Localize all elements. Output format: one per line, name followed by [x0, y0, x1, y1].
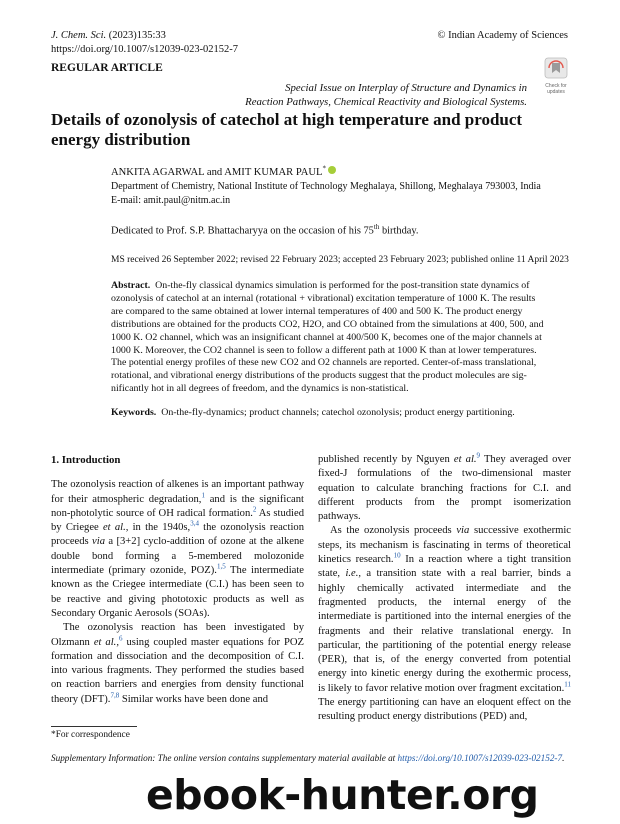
- dedication-text: Dedicated to Prof. S.P. Bhattacharyya on the occasion of his 75: [111, 225, 374, 237]
- citation-link[interactable]: 6: [118, 634, 123, 643]
- check-for-updates-icon: [544, 57, 568, 79]
- journal-name: J. Chem. Sci.: [51, 30, 107, 41]
- keywords-text: On-the-fly-dynamics; product channels; catechol ozonolysis; product energy partitioning.: [161, 407, 515, 418]
- special-issue-line1: Special Issue on Interplay of Structure and Dynamics in: [285, 82, 527, 94]
- abstract-line-5: 1000 K. Moreover, the CO2 channel is seen to follow a different path at 1000 K than at lower temperatures.: [111, 344, 537, 356]
- dedication: [111, 223, 419, 236]
- watermark: ebook-hunter.org: [146, 771, 539, 819]
- publisher: [438, 29, 568, 42]
- abstract-line-3: distributions are obtained for the products CO2, H2O, and CO obtained from the simulations at 400, 500, and: [111, 318, 544, 330]
- check-for-updates-badge[interactable]: [541, 57, 571, 93]
- ms-dates: MS received 26 September 2022; revised 22 February 2023; accepted 23 February 2023; published online 11 April 2023: [111, 255, 569, 265]
- publisher-name: Indian Academy of Sciences: [448, 30, 568, 41]
- dedication-sup: th: [373, 223, 380, 231]
- abstract-line-7: rotational, and vibrational energy distributions of the products suggest that the product molecules are sig-: [111, 370, 527, 382]
- article-type: REGULAR ARTICLE: [51, 62, 163, 74]
- supp-text: The online version contains supplementary material available at: [155, 753, 398, 763]
- left-column: [51, 453, 304, 707]
- right-column: [318, 453, 571, 725]
- authors: [111, 166, 336, 178]
- citation-link[interactable]: 1: [201, 491, 205, 500]
- keywords: [111, 407, 569, 420]
- affiliation: Department of Chemistry, National Institute of Technology Meghalaya, Shillong, Meghalaya 793003, India: [111, 181, 541, 192]
- citation-link[interactable]: 1,5: [216, 562, 226, 571]
- author-names: ANKITA AGARWAL and AMIT KUMAR PAUL: [111, 167, 323, 178]
- badge-line2: updates: [547, 88, 565, 95]
- abstract-line-4: 1000 K. O2 channel, which was an insignificant channel at 400/500 K, becomes one of the major channels at: [111, 331, 542, 343]
- supplementary-info: Supplementary Information: The online version contains supplementary material available at https://doi.org/10.1007/s12039-023-02152-7.: [51, 753, 565, 763]
- citation-link[interactable]: 9: [476, 451, 481, 460]
- keywords-label: Keywords.: [111, 407, 157, 418]
- dedication-end: birthday.: [379, 225, 419, 237]
- article-title: [51, 110, 522, 150]
- citation-link[interactable]: 11: [564, 680, 571, 689]
- intro-paragraph-3: published recently by Nguyen et al.$^9$ They averaged over fixed-J formulations of the two-dimensional master equation to calculate branching fractions for C.I. and different products from the prompt isomerization pathways.: [318, 451, 572, 523]
- badge-line1: Check for: [545, 83, 567, 89]
- title-line1: Details of ozonolysis of catechol at high temperature and product: [51, 110, 523, 129]
- email[interactable]: E-mail: amit.paul@nitm.ac.in: [111, 195, 231, 206]
- intro-paragraph-2: The ozonolysis reaction has been investigated by Olzmann et al.,$^6$ using coupled master equations for POZ formation and dissociation and the decomposition of C.I. into various fragments. They performed the studies based on reaction barriers and energies from density functional theory (DFT).$^{7,8}$ Similar works have been done and: [51, 622, 304, 705]
- intro-paragraph-1: The ozonolysis reaction of alkenes is an important pathway for their atmospheric degradation,$^1$ and is the significant non-photolytic source of OH radical formation.$^2$ As studied by Criegee et al., in the 1940s,$^{3,4}$ the ozonolysis reaction proceeds via a [3+2] cyclo-addition of ozone at the alkene double bond forming a 5-membered molozonide intermediate (primary ozonide, POZ).$^{1,5}$ The intermediate known as the Criegee intermediate (C.I.) has been seen to be reactive and giving phototoxic products as well as Secondary Organic Aerosols (SOAs).: [51, 479, 304, 619]
- abstract-label: Abstract.: [111, 280, 151, 291]
- supp-link[interactable]: https://doi.org/10.1007/s12039-023-02152-7: [397, 753, 563, 763]
- intro-paragraph-4: As the ozonolysis proceeds via successive exothermic steps, its mechanism is fascinating in terms of theoretical kinetics research.$^{10}$ In a reaction where a tight transition state, i.e., a transition state with a real barrier, binds a highly chemically activated intermediate and the fragmented products, the internal energy of the intermediate is partitioned into the internal energies of the fragments and their relative translational energy. In particular, the partitioning of the potential energy release (PER), that is, of the energy converted from potential energy into kinetic energy during the exothermic process, is likely to favor relative motion over fragment excitation.$^{11}$ The energy partitioning can have an eloquent effect on the resulting product energy distributions (PED) and,: [318, 525, 572, 723]
- footnote: *For correspondence: [51, 730, 130, 740]
- abstract-line-1: ozonolysis of catechol at an internal (rotational + vibrational) excitation temperature of 1000 K. The results: [111, 292, 536, 304]
- journal-year-volume: (2023)135:33: [108, 30, 166, 41]
- abstract: [111, 280, 569, 396]
- citation-link[interactable]: 7,8: [110, 691, 120, 700]
- abstract-line-8: nificantly hot in all degrees of freedom, and the dynamics is non-statistical.: [111, 383, 409, 395]
- author-mark: *: [322, 164, 327, 173]
- section-heading: 1. Introduction: [51, 454, 121, 466]
- title-line2: energy distribution: [51, 130, 191, 149]
- doi-link[interactable]: https://doi.org/10.1007/s12039-023-02152-7: [51, 44, 239, 55]
- abstract-line-2: are compared to the same obtained at lower internal temperatures of 400 and 500 K. The product energy: [111, 305, 523, 317]
- special-issue-line2: Reaction Pathways, Chemical Reactivity and Biological Systems.: [245, 95, 527, 108]
- special-issue: [245, 82, 527, 109]
- citation-link[interactable]: 2: [252, 505, 257, 514]
- citation-link[interactable]: 3,4: [190, 519, 199, 528]
- journal-citation: [51, 29, 166, 42]
- supp-label: Supplementary Information:: [51, 753, 156, 763]
- abstract-line-6: The potential energy profiles of these new CO2 and O2 channels are reported. Center-of-mass translational,: [111, 357, 537, 369]
- footnote-rule: [51, 726, 137, 727]
- abstract-line-0: On-the-fly classical dynamics simulation is performed for the post-transition state dynamics of: [155, 280, 530, 291]
- copyright-icon: ©: [437, 30, 446, 41]
- orcid-icon[interactable]: [328, 166, 336, 174]
- citation-link[interactable]: 10: [393, 551, 401, 560]
